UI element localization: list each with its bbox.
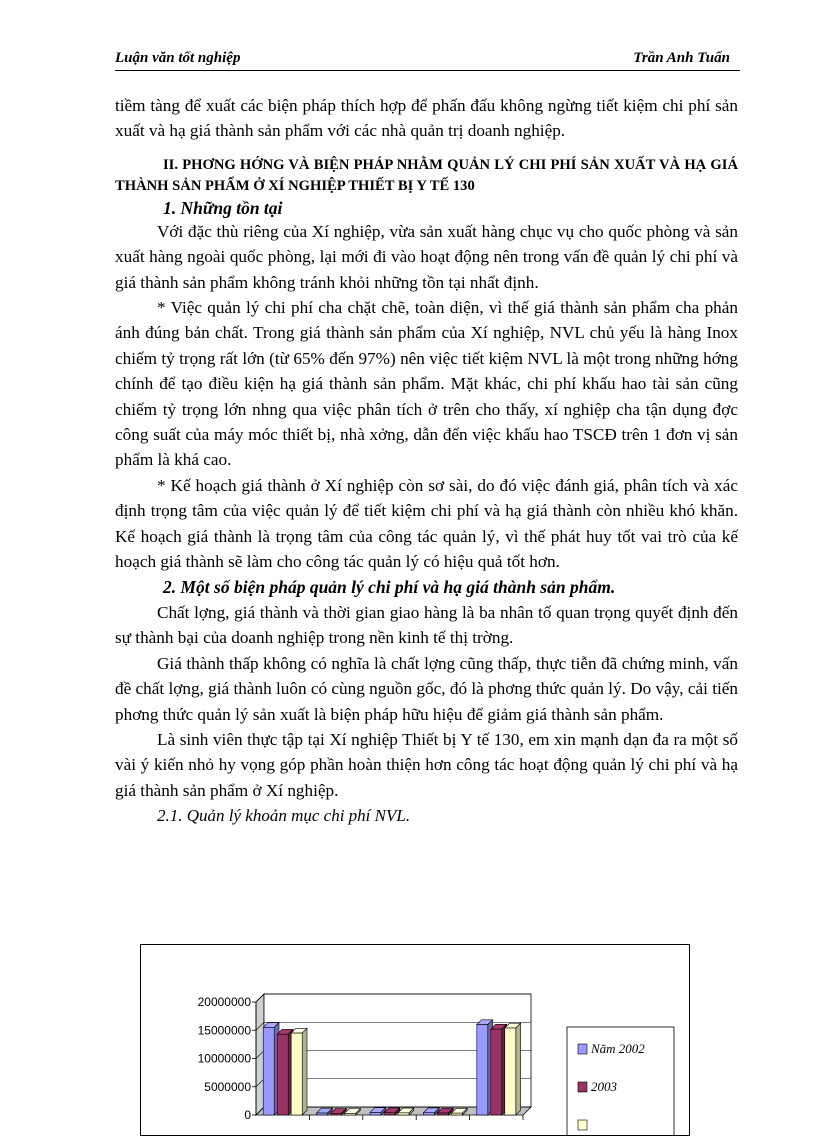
bar	[505, 1028, 516, 1115]
legend-label: 2003	[591, 1079, 617, 1094]
paragraph-intro: tiềm tàng để xuất các biện pháp thích hợp để phấn đấu không ngừng tiết kiệm chi phí sản xuất và hạ giá thành sản phẩm với các nhà quản trị doanh nghiệp.	[115, 96, 738, 141]
bar	[345, 1113, 356, 1115]
heading-ton-tai: 1. Những tồn tại	[163, 197, 283, 218]
legend-label: Năm 2002	[591, 1041, 645, 1056]
bar	[451, 1113, 462, 1115]
legend-swatch	[578, 1044, 587, 1054]
header-left-title: Luận văn tốt nghiệp	[115, 50, 241, 66]
paragraph-chat-luong: Chất lợng, giá thành và thời gian giao hàng là ba nhân tố quan trọng quyết định đến sự thành bại của doanh nghiệp trong nền kinh tế thị trờng.	[115, 602, 738, 648]
document-body	[115, 93, 738, 828]
bar	[331, 1113, 342, 1115]
paragraph-gia-thanh-thap: Giá thành thấp không có nghĩa là chất lợng cũng thấp, thực tiễn đã chứng minh, vấn đề chất lợng, giá thành luôn có cùng nguồn gốc, đó là phơng thức quản lý. Do vậy, cải tiến phơng thức quản lý sản xuất là biện pháp hữu hiệu để giảm giá thành sản phẩm.	[115, 653, 738, 724]
page-header	[115, 48, 740, 71]
legend-swatch	[578, 1082, 587, 1092]
subheading-nvl: 2.1. Quản lý khoản mục chi phí NVL.	[157, 806, 411, 826]
paragraph-quan-ly-chi-phi: * Việc quản lý chi phí cha chặt chẽ, toàn diện, vì thế giá thành sản phẩm cha phản ánh đúng bản chất. Trong giá thành sản phẩm của Xí nghiệp, NVL chủ yếu là hàng Inox chiếm tỷ trọng rất lớn (từ 65% đến 97%) nên việc tiết kiệm NVL là một trong những hớng chính để tạo điều kiện hạ giá thành sản phẩm. Mặt khác, chi phí khấu hao tài sản cũng chiếm tỷ trọng lớn nhng qua việc phân tích ở trên cho thấy, xí nghiệp cha tận dụng đợc công suất của máy móc thiết bị, nhà xởng, dẫn đến việc khấu hao TSCĐ trên 1 đơn vị sản phẩm là khá cao.	[115, 298, 738, 470]
section-title: II. PHƠNG HỚNG VÀ BIỆN PHÁP NHẰM QUẢN LÝ CHI PHÍ SẢN XUẤT VÀ HẠ GIÁ THÀNH SẢN PHẨM Ở XÍ NGHIỆP THIẾT BỊ Y TẾ 130	[115, 156, 738, 194]
bar	[263, 1027, 274, 1115]
bar	[477, 1025, 488, 1115]
bar	[384, 1113, 395, 1115]
y-tick-label: 10000000	[197, 1051, 251, 1066]
bar-side	[302, 1028, 307, 1115]
bar	[398, 1113, 409, 1115]
bar	[277, 1034, 288, 1115]
bar	[370, 1112, 381, 1115]
bar-chart	[141, 945, 689, 1135]
paragraph-dac-thu: Với đặc thù riêng của Xí nghiệp, vừa sản xuất hàng chục vụ cho quốc phòng và sản xuất hàng ngoài quốc phòng, lại mới đi vào hoạt động nên trong vấn đề quản lý chi phí và giá thành sản phẩm không tránh khỏi những tồn tại nhất định.	[115, 221, 738, 292]
legend-swatch	[578, 1120, 587, 1130]
chart-frame	[140, 944, 690, 1136]
y-tick-label: 5000000	[204, 1079, 251, 1094]
bar	[437, 1113, 448, 1115]
heading-bien-phap: 2. Một số biện pháp quản lý chi phí và hạ giá thành sản phẩm.	[163, 576, 616, 597]
bar-side	[516, 1023, 521, 1115]
y-tick-label: 0	[244, 1108, 251, 1122]
header-author: Trần Anh Tuấn	[633, 50, 730, 66]
paragraph-sinh-vien: Là sinh viên thực tập tại Xí nghiệp Thiết bị Y tế 130, em xin mạnh dạn đa ra một số vài ý kiến nhỏ hy vọng góp phần hoàn thiện hơn công tác hoạt động quản lý chi phí và hạ giá thành sản phẩm ở Xí nghiệp.	[115, 729, 738, 800]
y-tick-label: 15000000	[197, 1023, 251, 1038]
bar	[491, 1029, 502, 1115]
bar	[423, 1113, 434, 1115]
paragraph-ke-hoach: * Kế hoạch giá thành ở Xí nghiệp còn sơ sài, do đó việc đánh giá, phân tích và xác định trọng tâm của việc quản lý để tiết kiệm chi phí và hạ giá thành còn nhiều khó khăn. Kế hoạch giá thành là trọng tâm của công tác quản lý, vì thế phát huy tốt vai trò của kế hoạch giá thành sẽ làm cho công tác quản lý có hiệu quả tốt hơn.	[115, 475, 738, 572]
y-tick-label: 20000000	[197, 995, 251, 1009]
bar	[291, 1033, 302, 1115]
bar	[317, 1113, 328, 1115]
